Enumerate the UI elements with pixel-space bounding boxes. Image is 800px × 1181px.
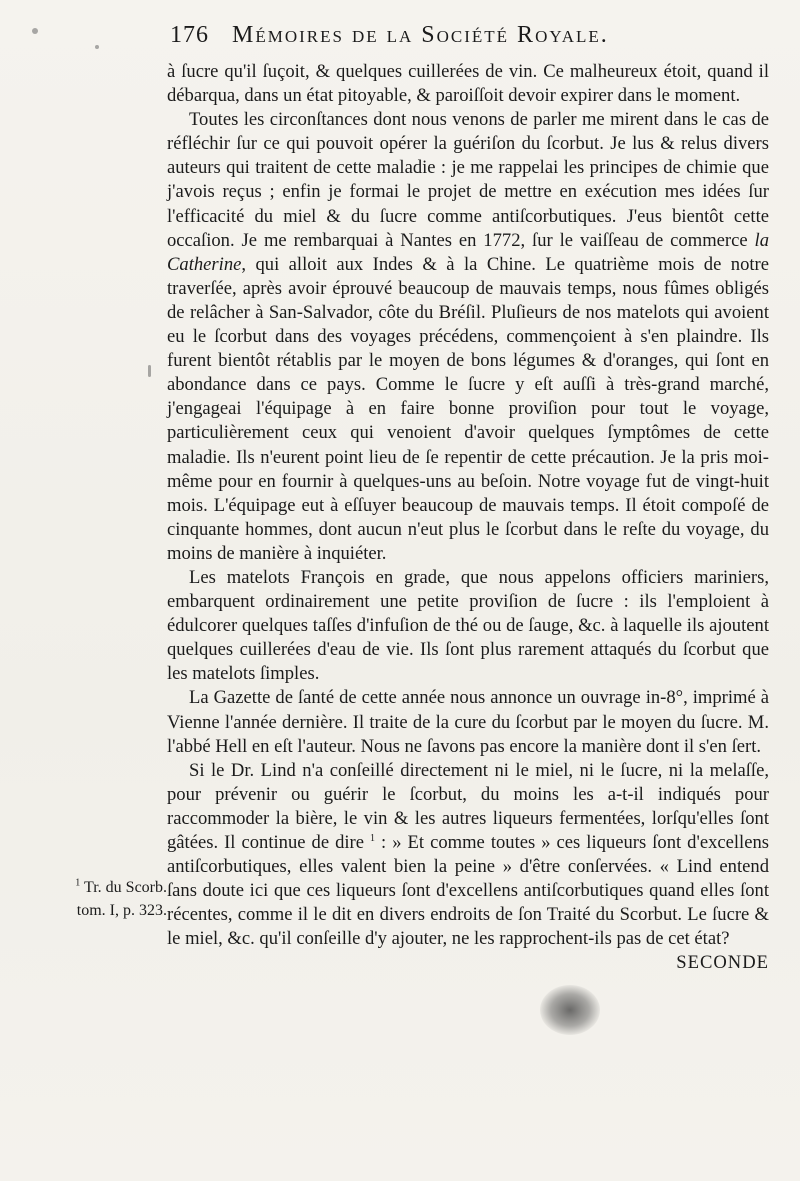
paragraph-continuation: à ſucre qu'il ſuçoit, & quelques cuillerées de vin. Ce malheureux étoit, quand il débarqua, dans un état pitoyable, & paroiſſoit devoir expirer dans le moment. — [167, 61, 769, 107]
paragraph-text: Si le Dr. Lind n'a conſeillé directement ni le miel, ni le ſucre, ni la melaſſe, pour prévenir ou guérir le ſcorbut, du moins les a-t-il indiqués pour raccommoder la bière, le vin & les autres liqueurs fermentées, lorſqu'elles ſont gâtées. Il continue de dire — [167, 759, 769, 853]
ship-name: la Catherine — [167, 229, 769, 275]
running-title: Mémoires de la Société Royale. — [232, 22, 609, 48]
paper-speck — [32, 28, 38, 34]
paragraph-sailors: Les matelots François en grade, que nous appelons officiers mariniers, embarquent ordinairement une petite proviſion de ſucre : ils l'emploient à édulcorer quelques taſſes d'infuſion de thé ou de ſauge, &c. à laquelle ils ajoutent quelques cuillerées d'eau de vie. Ils ſont plus rarement attaqués du ſcorbut que les matelots ſimples. — [167, 566, 769, 685]
margin-note-text: Tr. du Scorb. — [84, 879, 167, 896]
margin-note-line: tom. I, p. 323. — [76, 902, 167, 919]
paragraph-text: : » Et comme toutes » ces liqueurs ſont d'excellens antiſcorbutiques, elles valent bien la peine » d'être conſervées. « Lind entend ſans doute ici que ces liqueurs ſont d'excellens antiſcorbutiques quand elles ſont récentes, comme il le dit en divers endroits de ſon Traité du Scorbut. Le ſucre & le miel, &c. qu'il conſeille d'y ajouter, ne les rapprochent-ils pas de cet état? — [167, 832, 769, 950]
paragraph-text: , qui alloit aux Indes & à la Chine. Le quatrième mois de notre traverſée, après avoir éprouvé beaucoup de mauvais temps, nous fûmes obligés de relâcher à San-Salvador, côte du Bréſil. Pluſieurs de nos matelots qui avoient eu le ſcorbut dans des voyages précédens, commençoient à s'en plaindre. Ils furent bientôt rétablis par le moyen de bons légumes & d'oranges, qui ſont en abondance dans ce pays. Comme le ſucre y eſt auſſi à très-grand marché, j'engageai l'équipage à en faire bonne proviſion pour tout le voyage, particulièrement ceux qui venoient d'avoir quelques ſymptômes de cette maladie. Ils n'eurent point lieu de ſe repentir de cette précaution. Je la pris moi-même pour en fournir à quelques-uns au beſoin. Notre voyage fut de vingt-huit mois. L'équipage eut à eſſuyer beaucoup de mauvais temps. Il étoit compoſé de cinquante hommes, dont aucun n'eut plus le ſcorbut dans le reſte du voyage, du moins de manière à inquiéter. — [167, 253, 769, 564]
paragraph-lind — [167, 759, 769, 952]
page-number: 176 — [170, 22, 209, 48]
paragraph-gazette: La Gazette de ſanté de cette année nous annonce un ouvrage in-8°, imprimé à Vienne l'année dernière. Il traite de la cure du ſcorbut par le moyen du ſucre. M. l'abbé Hell en eſt l'auteur. Nous ne ſavons pas encore la manière dont il s'en ſert. — [167, 687, 769, 757]
margin-note-marker: 1 — [75, 877, 81, 889]
margin-note-line — [22, 876, 167, 899]
text-body — [167, 60, 769, 976]
footnote-marker: 1 — [370, 832, 376, 844]
ink-stain — [540, 985, 600, 1035]
margin-footnote — [22, 876, 167, 922]
paragraph-circumstances — [167, 108, 769, 566]
catchword: SECONDE — [676, 952, 769, 974]
paragraph-text: Toutes les circonſtances dont nous venons de parler me mirent dans le cas de réfléchir ſur ce qui pouvoit opérer la guériſon du ſcorbut. Je lus & relus divers auteurs qui traitent de cette maladie : je me rappelai les principes de chimie que j'avois reçus ; enfin je formai le projet de mettre en exécution mes idées ſur l'efficacité du miel & du ſucre comme antiſcorbutiques. J'eus bientôt cette occaſion. Je me rembarquai à Nantes en 1772, ſur le vaiſſeau de commerce — [167, 109, 769, 251]
paper-speck — [148, 365, 151, 377]
running-header — [170, 22, 770, 56]
paper-speck — [95, 45, 99, 49]
